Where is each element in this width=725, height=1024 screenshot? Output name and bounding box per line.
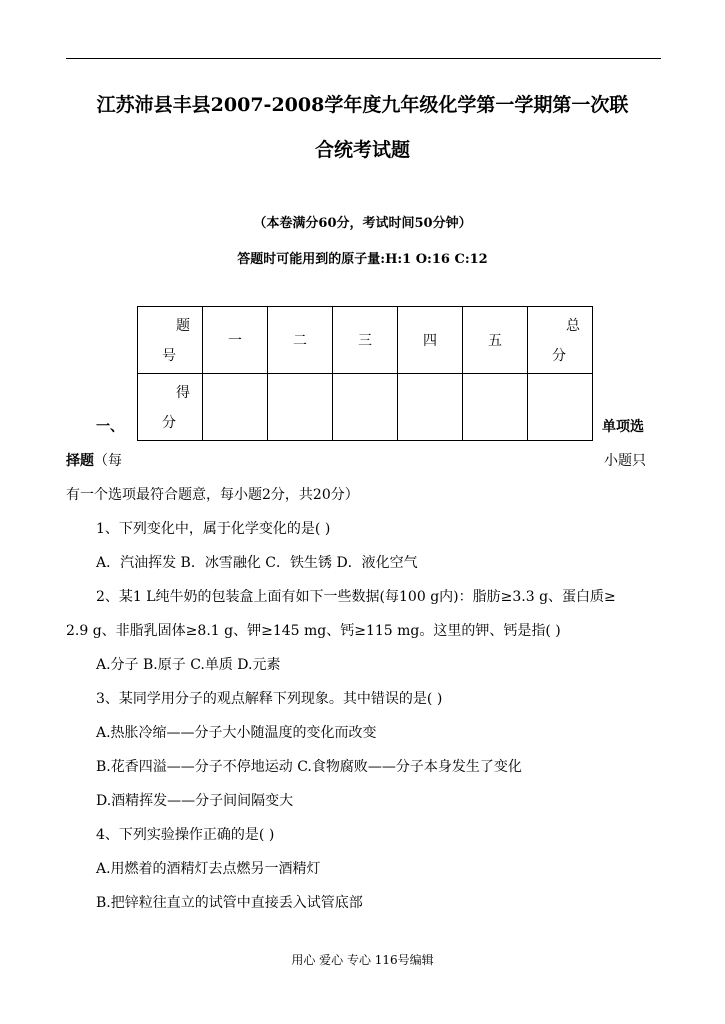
page-title-line2: 合统考试题 (314, 139, 410, 161)
section-number: 一、 (96, 419, 124, 435)
question-2-stem-line1: 2、某1 L纯牛奶的包装盒上面有如下一些数据(每100 g内)：脂肪≥3.3 g、蛋白质≥ (96, 589, 616, 605)
question-2-stem-line2: 2.9 g、非脂乳固体≥8.1 g、钾≥145 mg、钙≥115 mg。这里的钾、钙是指( ) (66, 623, 561, 639)
exam-info: （本卷满分60分，考试时间50分钟） (253, 216, 472, 231)
section-heading-part1: 单项选 (602, 419, 644, 435)
score-table-score-row (138, 374, 593, 441)
question-2-options: A.分子 B.原子 C.单质 D.元素 (96, 657, 281, 673)
page-title-line1: 江苏沛县丰县2007-2008学年度九年级化学第一学期第一次联 (96, 94, 629, 116)
score-cell-2[interactable] (268, 374, 333, 441)
question-3-stem: 3、某同学用分子的观点解释下列现象。其中错误的是( ) (96, 691, 443, 707)
question-3-option-a: A.热胀冷缩——分子大小随温度的变化而改变 (96, 725, 377, 741)
question-3-option-bc: B.花香四溢——分子不停地运动 C.食物腐败——分子本身发生了变化 (96, 759, 522, 775)
header-rule (66, 58, 661, 59)
question-label-top: 题 (176, 318, 190, 334)
score-cell-total[interactable] (528, 374, 593, 441)
page-footer: 用心 爱心 专心 116号编辑 (291, 953, 434, 967)
score-cell-1[interactable] (203, 374, 268, 441)
column-header-2: 二 (268, 307, 333, 374)
total-label-bottom: 分 (552, 348, 566, 364)
score-table-header-row (138, 307, 593, 374)
column-header-1: 一 (203, 307, 268, 374)
question-number-label-cell (138, 307, 203, 374)
score-label-top: 得 (176, 385, 190, 401)
question-label-bottom: 号 (162, 348, 176, 364)
question-4-option-b: B.把锌粒往直立的试管中直接丢入试管底部 (96, 895, 363, 911)
question-1-stem: 1、下列变化中，属于化学变化的是( ) (96, 521, 331, 537)
question-4-option-a: A.用燃着的酒精灯去点燃另一酒精灯 (96, 861, 321, 877)
total-label-cell (528, 307, 593, 374)
score-cell-5[interactable] (463, 374, 528, 441)
question-4-stem: 4、下列实验操作正确的是( ) (96, 827, 275, 843)
section-desc-part1: （每 (94, 453, 122, 469)
section-desc-part3: 有一个选项最符合题意，每小题2分，共20分） (66, 487, 359, 503)
score-cell-4[interactable] (398, 374, 463, 441)
question-3-option-d: D.酒精挥发——分子间间隔变大 (96, 793, 294, 809)
score-label-bottom: 分 (162, 415, 176, 431)
section-heading-part2: 择题 (66, 453, 94, 469)
section-desc-part2: 小题只 (604, 453, 646, 469)
atomic-mass-info: 答题时可能用到的原子量:H:1 O:16 C:12 (237, 252, 488, 267)
score-cell-3[interactable] (333, 374, 398, 441)
score-label-cell (138, 374, 203, 441)
section-heading-line (66, 452, 122, 470)
column-header-5: 五 (463, 307, 528, 374)
score-table (137, 306, 593, 441)
column-header-3: 三 (333, 307, 398, 374)
question-1-options: A．汽油挥发 B．冰雪融化 C．铁生锈 D．液化空气 (96, 555, 418, 571)
column-header-4: 四 (398, 307, 463, 374)
total-label-top: 总 (566, 318, 580, 334)
